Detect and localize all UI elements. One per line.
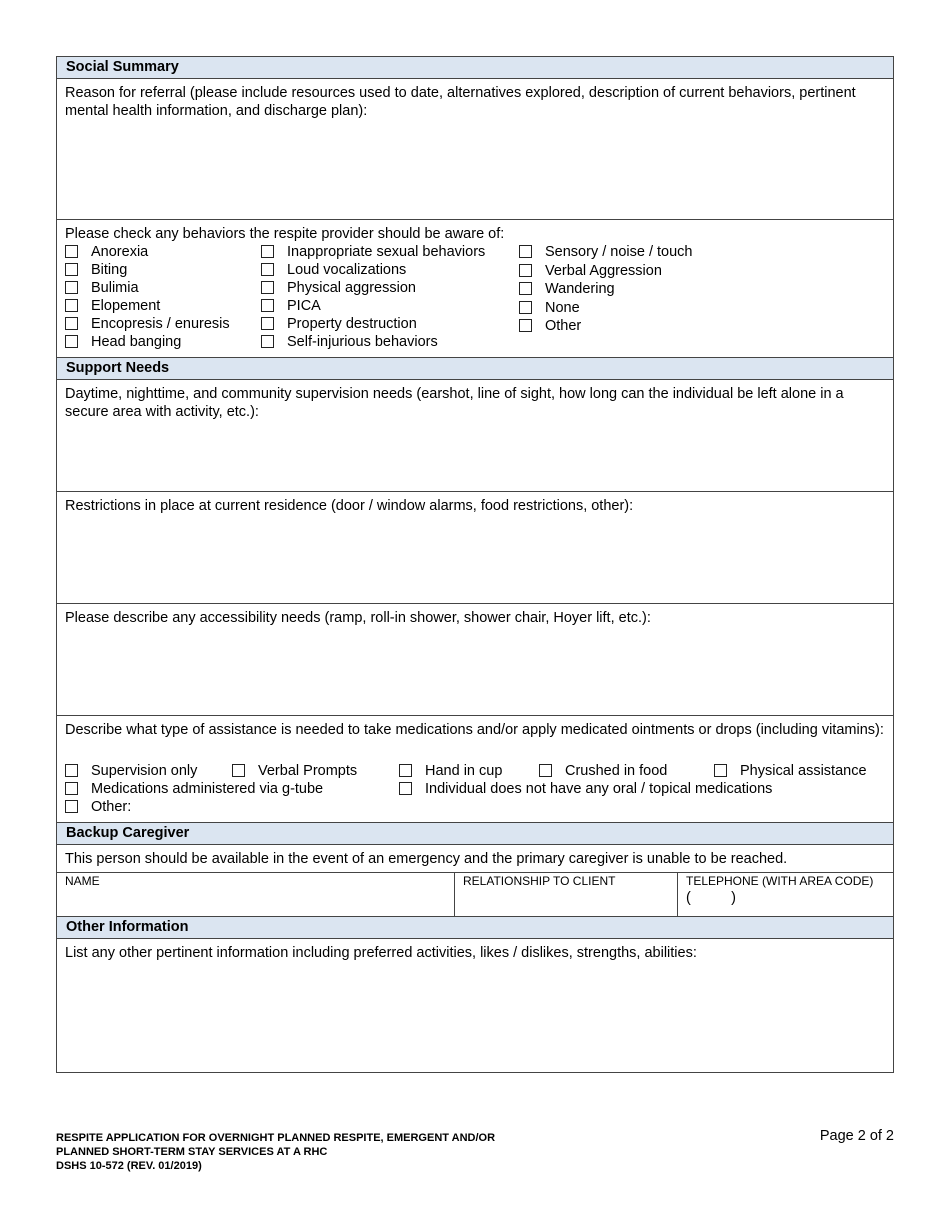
behavior-option-label: Other [545, 318, 582, 334]
behavior-option-label: PICA [287, 298, 321, 314]
other-information-field[interactable] [57, 939, 893, 1072]
checkbox[interactable] [519, 319, 532, 332]
checkbox[interactable] [399, 782, 412, 795]
behavior-option-label: Bulimia [91, 280, 139, 296]
checkbox[interactable] [65, 764, 78, 777]
checkbox[interactable] [261, 263, 274, 276]
footer-title-line-1: RESPITE APPLICATION FOR OVERNIGHT PLANNED RESPITE, EMERGENT AND/OR [56, 1132, 496, 1144]
footer-title-line-2: PLANNED SHORT-TERM STAY SERVICES AT A RHC [56, 1146, 328, 1158]
backup-relationship-field[interactable] [455, 873, 678, 916]
page-number: Page 2 of 2 [819, 1128, 894, 1144]
restrictions-field[interactable] [57, 492, 893, 604]
checkbox[interactable] [261, 317, 274, 330]
backup-name-label: NAME [65, 874, 100, 888]
checkbox[interactable] [65, 263, 78, 276]
checkbox[interactable] [519, 301, 532, 314]
checkbox[interactable] [65, 299, 78, 312]
checkbox[interactable] [519, 245, 532, 258]
backup-name-field[interactable] [57, 873, 455, 916]
behavior-option-label: Wandering [545, 281, 615, 297]
behavior-option-label: Sensory / noise / touch [545, 244, 693, 260]
behavior-option-label: Anorexia [91, 244, 149, 260]
form-footer [56, 1131, 616, 1173]
behavior-option-label: Inappropriate sexual behaviors [287, 244, 486, 260]
checkbox[interactable] [519, 264, 532, 277]
checkbox[interactable] [539, 764, 552, 777]
accessibility-needs-field[interactable] [57, 604, 893, 716]
checkbox[interactable] [65, 800, 78, 813]
checkbox[interactable] [261, 245, 274, 258]
restrictions-prompt: Restrictions in place at current residence (door / window alarms, food restrictions, other): [65, 498, 634, 514]
behavior-option-label: Encopresis / enuresis [91, 316, 230, 332]
supervision-needs-prompt: Daytime, nighttime, and community supervision needs (earshot, line of sight, how long can the individual be left alone in a secure area with activity, etc.): [65, 386, 844, 420]
accessibility-needs-prompt: Please describe any accessibility needs (ramp, roll-in shower, shower chair, Hoyer lift, etc.): [65, 610, 651, 626]
footer-form-number: DSHS 10-572 (REV. 01/2019) [56, 1160, 202, 1172]
checkbox[interactable] [65, 281, 78, 294]
behaviors-prompt: Please check any behaviors the respite provider should be aware of: [65, 226, 505, 242]
behaviors-section [57, 220, 893, 358]
checkbox[interactable] [519, 282, 532, 295]
behavior-option-label: Elopement [91, 298, 161, 314]
referral-reason-field[interactable] [57, 79, 893, 220]
backup-telephone-label: TELEPHONE (WITH AREA CODE) [686, 874, 874, 888]
checkbox[interactable] [65, 245, 78, 258]
backup-relationship-label: RELATIONSHIP TO CLIENT [463, 874, 616, 888]
checkbox[interactable] [65, 317, 78, 330]
backup-telephone-field[interactable] [678, 873, 893, 916]
respite-application-form [56, 56, 894, 1073]
checkbox[interactable] [232, 764, 245, 777]
other-information-prompt: List any other pertinent information including preferred activities, likes / dislikes, strengths, abilities: [65, 945, 697, 961]
behavior-option-label: Head banging [91, 334, 182, 350]
checkbox[interactable] [65, 335, 78, 348]
checkbox[interactable] [65, 782, 78, 795]
other-information-header: Other Information [57, 917, 893, 939]
backup-caregiver-row [57, 873, 893, 917]
behavior-option-label: Loud vocalizations [287, 262, 407, 278]
social-summary-header: Social Summary [57, 57, 893, 79]
checkbox[interactable] [399, 764, 412, 777]
referral-reason-prompt: Reason for referral (please include resources used to date, alternatives explored, description of current behaviors, pertinent mental health information, and discharge plan): [65, 85, 856, 119]
backup-caregiver-note: This person should be available in the event of an emergency and the primary caregiver is unable to be reached. [57, 845, 893, 873]
behavior-option-label: Verbal Aggression [545, 262, 662, 279]
telephone-area-code: ( ) [686, 890, 736, 906]
support-needs-header: Support Needs [57, 358, 893, 380]
behavior-option-label: Self-injurious behaviors [287, 334, 438, 350]
checkbox[interactable] [714, 764, 727, 777]
checkbox[interactable] [261, 281, 274, 294]
medication-assistance-section: Describe what type of assistance is needed to take medications and/or apply medicated ointments or drops (including vitamins): Supervision only Verbal Prompts Hand in cup Crushed in food Physical assistance Medications administered via g-tube Individual does not have any oral / topical medications Other: [57, 716, 893, 823]
checkbox[interactable] [261, 335, 274, 348]
behavior-option-label: Physical aggression [287, 280, 416, 296]
behavior-option-label: None [545, 299, 580, 316]
backup-caregiver-header: Backup Caregiver [57, 823, 893, 845]
behavior-option-label: Biting [91, 262, 128, 278]
checkbox[interactable] [261, 299, 274, 312]
supervision-needs-field[interactable] [57, 380, 893, 492]
behavior-option-label: Property destruction [287, 316, 417, 332]
medication-assistance-prompt: Describe what type of assistance is needed to take medications and/or apply medicated ointments or drops (including vitamins): [65, 722, 884, 738]
